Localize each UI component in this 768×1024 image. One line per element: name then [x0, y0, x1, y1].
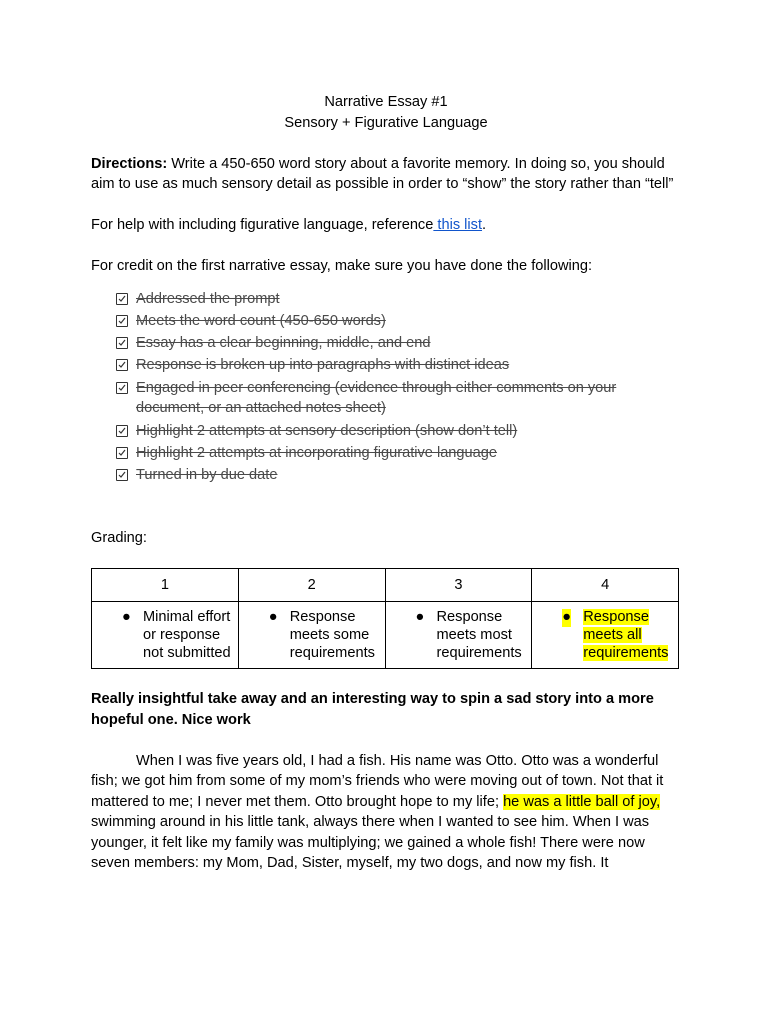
- teacher-feedback: Really insightful take away and an interesting way to spin a sad story into a more hopeful one. Nice work: [91, 691, 654, 728]
- checklist-item: [91, 464, 681, 486]
- highlighted-phrase: he was a little ball of joy,: [503, 793, 661, 810]
- help-end: .: [482, 217, 487, 233]
- checked-box-icon[interactable]: [116, 425, 128, 437]
- checked-box-icon[interactable]: [116, 359, 128, 371]
- grade-criterion: ● Minimal effort or response not submitted: [122, 609, 231, 661]
- checklist-item-label: Meets the word count (450-650 words): [136, 312, 386, 329]
- checked-box-icon[interactable]: [116, 382, 128, 394]
- grade-criterion-highlighted: ● Response meets all requirements: [562, 609, 669, 661]
- grade-criterion: ● Response meets most requirements: [415, 609, 522, 661]
- document-page: [91, 92, 681, 874]
- checked-box-icon[interactable]: [116, 469, 128, 481]
- directions-paragraph: [91, 154, 681, 195]
- checked-box-icon[interactable]: [116, 447, 128, 459]
- essay-text-part2: swimming around in his little tank, always there when I wanted to see him. When I was younger, it felt like my family was multiplying; we gained a whole fish! There were now seven members: my Mom, Dad, Sister, myself, my two dogs, and now my fish. It: [91, 814, 650, 872]
- grade-header: 3: [385, 569, 532, 602]
- grade-cell: [92, 602, 239, 669]
- help-text: For help with including figurative language, reference: [91, 217, 434, 233]
- checklist-item-label: Response is broken up into paragraphs with distinct ideas: [136, 357, 510, 374]
- checked-box-icon[interactable]: [116, 337, 128, 349]
- checklist-item: [91, 442, 681, 464]
- grade-header: 2: [238, 569, 385, 602]
- checklist-item-label: Highlight 2 attempts at sensory description (show don’t tell): [136, 422, 518, 439]
- bullet-icon: ●: [122, 609, 131, 626]
- checklist-item: [91, 332, 681, 354]
- grade-cell: [385, 602, 532, 669]
- title-line-1: Narrative Essay #1: [324, 94, 448, 110]
- grading-label: Grading:: [91, 529, 147, 546]
- grading-table: [91, 568, 679, 669]
- grade-cell: [238, 602, 385, 669]
- this-list-link[interactable]: this list: [433, 217, 483, 233]
- checklist-item-label: Turned in by due date: [136, 467, 278, 484]
- checklist-item: [91, 377, 681, 420]
- checklist-item-label: Essay has a clear beginning, middle, and end: [136, 335, 431, 352]
- checklist-item-label: Addressed the prompt: [136, 290, 280, 307]
- checklist-item: [91, 310, 681, 332]
- requirements-checklist: [91, 288, 681, 487]
- checklist-item-label: Engaged in peer conferencing (evidence through either comments on your document, or an attached notes sheet): [136, 379, 617, 417]
- directions-label: Directions:: [91, 155, 168, 172]
- title-line-2: Sensory + Figurative Language: [284, 114, 488, 131]
- checked-box-icon[interactable]: [116, 293, 128, 305]
- help-paragraph: [91, 215, 681, 236]
- credit-intro: For credit on the first narrative essay, make sure you have done the following:: [91, 258, 593, 274]
- document-title: [91, 92, 681, 133]
- grade-header: 4: [532, 569, 679, 602]
- essay-text-part1: When I was five years old, I had a fish. His name was Otto. Otto was a wonderful fish; we got him from some of my mom’s friends who were moving out of town. Not that it mattered to me; I never met them. Otto brought hope to my life;: [91, 752, 664, 810]
- bullet-icon: ●: [268, 609, 278, 626]
- grade-header: 1: [92, 569, 239, 602]
- essay-paragraph: [91, 751, 681, 874]
- grade-criterion: ● Response meets some requirements: [268, 609, 375, 661]
- checklist-item: [91, 354, 681, 376]
- checklist-item: [91, 288, 681, 310]
- checklist-item-label: Highlight 2 attempts at incorporating figurative language: [136, 444, 498, 461]
- directions-text: Write a 450-650 word story about a favorite memory. In doing so, you should aim to use as much sensory detail as possible in order to “show” the story rather than “tell”: [91, 155, 674, 192]
- checked-box-icon[interactable]: [116, 315, 128, 327]
- bullet-icon: ●: [562, 609, 572, 626]
- grade-cell-selected: [532, 602, 679, 669]
- checklist-item: [91, 420, 681, 442]
- bullet-icon: ●: [415, 609, 425, 626]
